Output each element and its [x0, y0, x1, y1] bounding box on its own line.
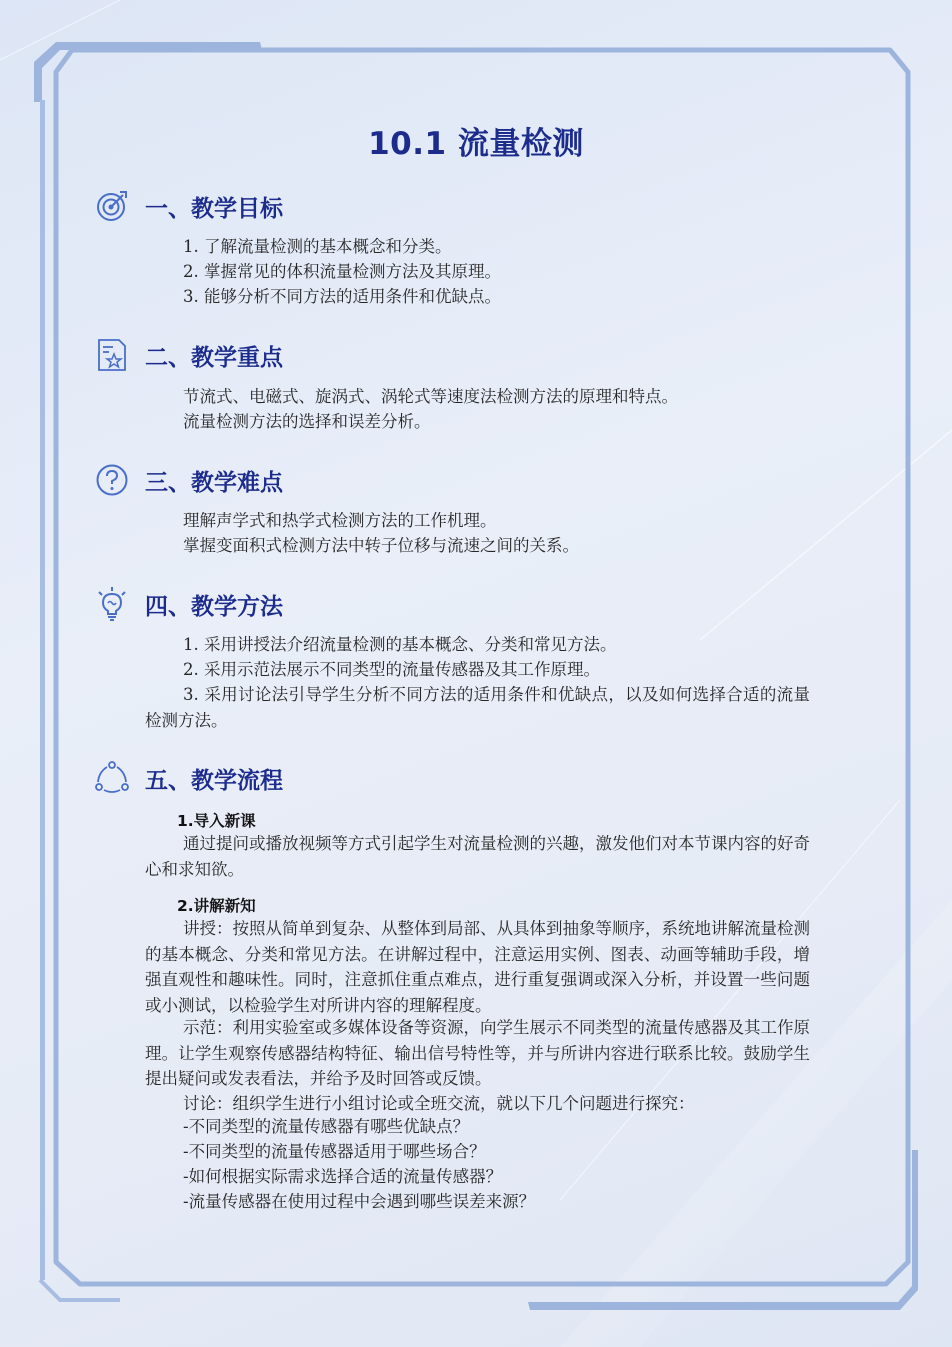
paragraph: 通过提问或播放视频等方式引起学生对流量检测的兴趣，激发他们对本节课内容的好奇心和求知欲。: [145, 834, 810, 879]
paragraph: 讨论：组织学生进行小组讨论或全班交流，就以下几个问题进行探究：: [183, 1094, 695, 1113]
list-item: 3. 能够分析不同方法的适用条件和优缺点。: [183, 287, 501, 306]
paragraph: 讲授：按照从简单到复杂、从整体到局部、从具体到抽象等顺序，系统地讲解流量检测的基本概念、分类和常见方法。在讲解过程中，注意运用实例、图表、动画等辅助手段，增强直观性和趣味性。同时，注意抓住重点难点，进行重复强调或深入分析，并设置一些问题或小测试，以检验学生对所讲内容的理解程度。: [145, 919, 810, 1015]
list-item: 节流式、电磁式、旋涡式、涡轮式等速度法检测方法的原理和特点。: [183, 387, 678, 406]
list-item: 理解声学式和热学式检测方法的工作机理。: [183, 511, 497, 530]
page-title: 10.1 流量检测: [368, 126, 584, 162]
paragraph: 示范：利用实验室或多媒体设备等资源，向学生展示不同类型的流量传感器及其工作原理。让学生观察传感器结构特征、输出信号特性等，并与所讲内容进行联系比较。鼓励学生提出疑问或发表看法，并给予及时回答或反馈。: [145, 1018, 810, 1089]
list-item: 流量检测方法的选择和误差分析。: [183, 412, 431, 431]
section-title: 五、教学流程: [145, 767, 283, 794]
question-circle-icon: [95, 463, 129, 497]
document-star-icon: [95, 338, 129, 372]
list-item: 1. 采用讲授法介绍流量检测的基本概念、分类和常见方法。: [183, 635, 617, 654]
section-heading-process: [95, 761, 283, 795]
section-title: 一、教学目标: [145, 195, 283, 222]
list-item: 2. 采用示范法展示不同类型的流量传感器及其工作原理。: [183, 660, 600, 679]
section-title: 二、教学重点: [145, 344, 283, 371]
list-item: -不同类型的流量传感器有哪些优缺点？: [183, 1117, 470, 1136]
list-item: -不同类型的流量传感器适用于哪些场合？: [183, 1142, 486, 1161]
list-paragraph: 3. 采用讨论法引导学生分析不同方法的适用条件和优缺点，以及如何选择合适的流量检测方法。: [145, 685, 810, 730]
section-heading-methods: [95, 587, 283, 621]
subheading-new-knowledge: 2.讲解新知: [177, 897, 256, 915]
cycle-icon: [95, 761, 129, 795]
section-heading-objectives: [95, 189, 283, 223]
list-item: -如何根据实际需求选择合适的流量传感器？: [183, 1167, 503, 1186]
list-item: 2. 掌握常见的体积流量检测方法及其原理。: [183, 262, 501, 281]
list-item: 掌握变面积式检测方法中转子位移与流速之间的关系。: [183, 536, 579, 555]
section-title: 三、教学难点: [145, 469, 283, 496]
lightbulb-icon: [95, 587, 129, 621]
subheading-intro: 1.导入新课: [177, 812, 256, 830]
list-item: 1. 了解流量检测的基本概念和分类。: [183, 237, 452, 256]
section-heading-key-points: [95, 338, 283, 372]
section-title: 四、教学方法: [145, 593, 283, 620]
target-icon: [95, 189, 129, 223]
list-item: -流量传感器在使用过程中会遇到哪些误差来源？: [183, 1192, 536, 1211]
section-heading-difficulties: [95, 463, 283, 497]
